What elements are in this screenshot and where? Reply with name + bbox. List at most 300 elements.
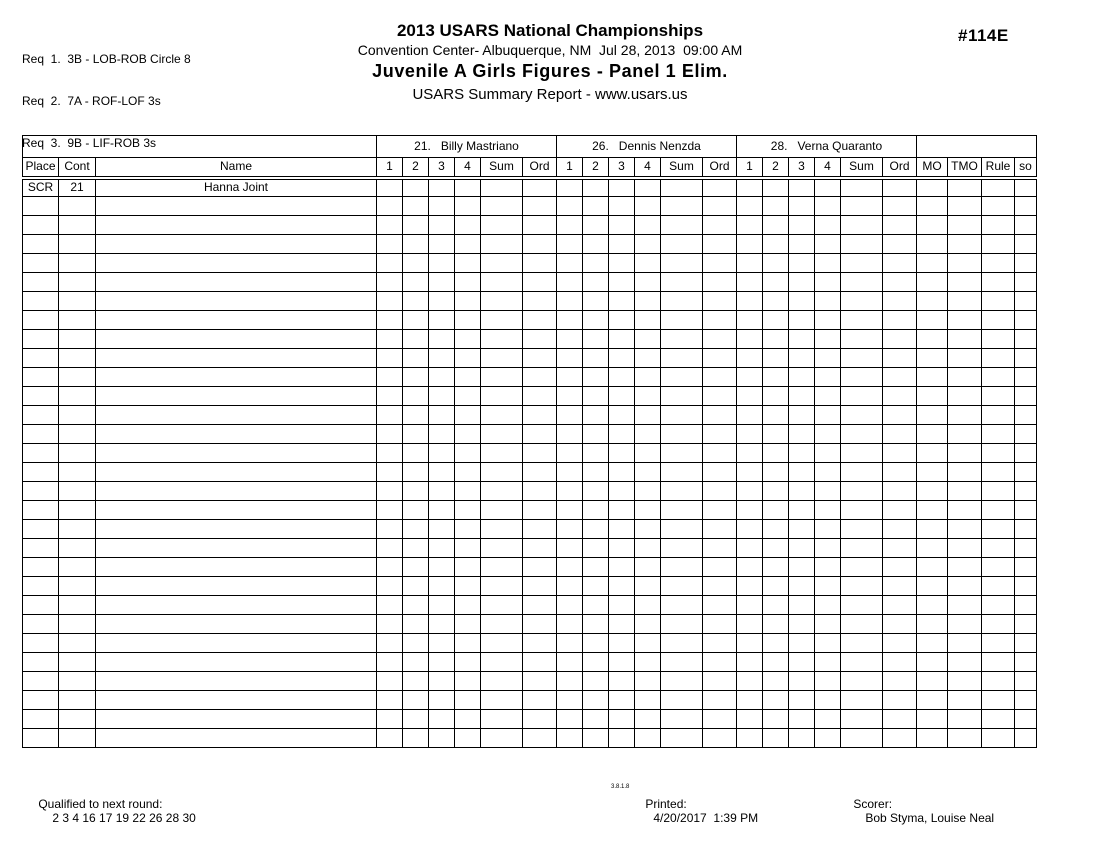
score-cell <box>429 425 455 444</box>
score-cell <box>789 406 815 425</box>
rule-cell <box>982 387 1015 406</box>
rule-cell <box>982 178 1015 197</box>
tmo-cell <box>948 596 982 615</box>
score-cell <box>635 216 661 235</box>
col-header-name: Name <box>96 158 377 178</box>
score-cell <box>609 710 635 729</box>
sum-cell <box>661 444 703 463</box>
score-cell <box>635 482 661 501</box>
so-cell <box>1015 330 1037 349</box>
ord-cell <box>703 634 737 653</box>
sum-cell <box>481 387 523 406</box>
score-cell <box>815 558 841 577</box>
score-cell <box>789 672 815 691</box>
score-cell <box>737 539 763 558</box>
ord-cell <box>523 691 557 710</box>
score-cell <box>737 501 763 520</box>
score-cell <box>789 444 815 463</box>
mo-cell <box>917 577 948 596</box>
name-cell <box>96 368 377 387</box>
place-cell <box>23 273 59 292</box>
score-cell <box>583 558 609 577</box>
ord-cell <box>703 425 737 444</box>
score-cell <box>583 615 609 634</box>
sum-cell <box>481 596 523 615</box>
score-cell <box>429 349 455 368</box>
sum-cell <box>481 197 523 216</box>
col-header-judge1-3: 3 <box>429 158 455 178</box>
so-cell <box>1015 292 1037 311</box>
sum-cell <box>481 292 523 311</box>
table-row-2 <box>23 197 1037 216</box>
ord-cell <box>703 653 737 672</box>
score-cell <box>403 710 429 729</box>
score-cell <box>763 691 789 710</box>
ord-cell <box>703 710 737 729</box>
score-cell <box>455 482 481 501</box>
col-header-judge2-4: 4 <box>635 158 661 178</box>
ord-cell <box>523 577 557 596</box>
cont-cell <box>59 311 96 330</box>
so-cell <box>1015 539 1037 558</box>
col-header-judge3-3: 3 <box>789 158 815 178</box>
score-cell <box>815 463 841 482</box>
place-cell <box>23 672 59 691</box>
sum-cell <box>481 330 523 349</box>
score-cell <box>403 501 429 520</box>
sum-cell <box>841 216 883 235</box>
col-header-judge2-2: 2 <box>583 158 609 178</box>
ord-cell <box>703 349 737 368</box>
score-cell <box>763 311 789 330</box>
sum-cell <box>661 710 703 729</box>
tmo-cell <box>948 425 982 444</box>
table-row-16 <box>23 463 1037 482</box>
score-cell <box>583 254 609 273</box>
cont-cell <box>59 691 96 710</box>
score-cell <box>763 273 789 292</box>
sum-cell <box>661 216 703 235</box>
score-cell <box>455 444 481 463</box>
score-cell <box>815 330 841 349</box>
score-cell <box>377 425 403 444</box>
rule-cell <box>982 349 1015 368</box>
score-cell <box>455 178 481 197</box>
sum-cell <box>841 653 883 672</box>
sum-cell <box>841 463 883 482</box>
mo-cell <box>917 672 948 691</box>
ord-cell <box>883 368 917 387</box>
score-cell <box>609 596 635 615</box>
place-cell <box>23 235 59 254</box>
sum-cell <box>661 235 703 254</box>
score-cell <box>557 634 583 653</box>
ord-cell <box>523 273 557 292</box>
tmo-cell <box>948 235 982 254</box>
score-cell <box>789 311 815 330</box>
col-header-tmo: TMO <box>948 158 982 178</box>
score-cell <box>609 482 635 501</box>
score-cell <box>815 178 841 197</box>
score-cell <box>429 653 455 672</box>
ord-cell <box>883 520 917 539</box>
sum-cell <box>661 463 703 482</box>
score-cell <box>377 615 403 634</box>
so-cell <box>1015 349 1037 368</box>
sum-cell <box>661 292 703 311</box>
ord-cell <box>883 216 917 235</box>
score-cell <box>789 710 815 729</box>
so-cell <box>1015 672 1037 691</box>
score-cell <box>815 349 841 368</box>
score-cell <box>429 273 455 292</box>
sum-cell <box>841 710 883 729</box>
cont-cell <box>59 273 96 292</box>
rule-cell <box>982 729 1015 748</box>
score-cell <box>789 197 815 216</box>
sum-cell <box>841 178 883 197</box>
table-row-27 <box>23 672 1037 691</box>
table-row-6 <box>23 273 1037 292</box>
rule-cell <box>982 425 1015 444</box>
name-cell <box>96 558 377 577</box>
score-cell <box>815 729 841 748</box>
score-cell <box>455 634 481 653</box>
sum-cell <box>841 596 883 615</box>
cont-cell <box>59 520 96 539</box>
score-cell <box>455 292 481 311</box>
score-cell <box>455 615 481 634</box>
sum-cell <box>661 330 703 349</box>
score-cell <box>635 254 661 273</box>
sum-cell <box>481 691 523 710</box>
mo-cell <box>917 691 948 710</box>
name-cell <box>96 311 377 330</box>
place-cell <box>23 710 59 729</box>
place-cell <box>23 444 59 463</box>
score-cell <box>557 463 583 482</box>
score-cell <box>557 653 583 672</box>
ord-cell <box>523 501 557 520</box>
rule-cell <box>982 482 1015 501</box>
score-cell <box>789 558 815 577</box>
ord-cell <box>883 406 917 425</box>
score-cell <box>403 577 429 596</box>
tmo-cell <box>948 254 982 273</box>
col-header-judge3-sum: Sum <box>841 158 883 178</box>
score-cell <box>763 463 789 482</box>
name-cell <box>96 235 377 254</box>
score-cell <box>583 235 609 254</box>
score-cell <box>403 729 429 748</box>
score-cell <box>737 710 763 729</box>
score-cell <box>403 330 429 349</box>
score-cell <box>583 482 609 501</box>
ord-cell <box>883 349 917 368</box>
score-cell <box>377 691 403 710</box>
ord-cell <box>523 235 557 254</box>
so-cell <box>1015 653 1037 672</box>
score-cell <box>377 729 403 748</box>
venue-date-line: Convention Center- Albuquerque, NM Jul 28, 2013 09:00 AM <box>357 42 743 58</box>
table-row-25 <box>23 634 1037 653</box>
score-cell <box>455 539 481 558</box>
score-cell <box>429 558 455 577</box>
score-cell <box>377 444 403 463</box>
col-header-mo: MO <box>917 158 948 178</box>
sum-cell <box>661 482 703 501</box>
rule-cell <box>982 311 1015 330</box>
score-cell <box>815 634 841 653</box>
ord-cell <box>883 178 917 197</box>
table-row-17 <box>23 482 1037 501</box>
ord-cell <box>703 729 737 748</box>
score-cell <box>429 501 455 520</box>
score-cell <box>737 634 763 653</box>
rule-cell <box>982 558 1015 577</box>
ord-cell <box>703 444 737 463</box>
score-cell <box>557 292 583 311</box>
requirement-line-2: Req 2. 7A - ROF-LOF 3s <box>22 94 161 108</box>
score-cell <box>377 653 403 672</box>
tmo-cell <box>948 178 982 197</box>
score-cell <box>737 729 763 748</box>
rule-cell <box>982 596 1015 615</box>
so-cell <box>1015 596 1037 615</box>
score-cell <box>635 349 661 368</box>
ord-cell <box>703 615 737 634</box>
score-cell <box>609 387 635 406</box>
score-cell <box>557 235 583 254</box>
sum-cell <box>841 729 883 748</box>
mo-cell <box>917 273 948 292</box>
score-cell <box>789 330 815 349</box>
sum-cell <box>661 615 703 634</box>
sum-cell <box>841 368 883 387</box>
rule-cell <box>982 197 1015 216</box>
sum-cell <box>661 368 703 387</box>
sum-cell <box>661 501 703 520</box>
score-cell <box>635 615 661 634</box>
tmo-cell <box>948 539 982 558</box>
scorer-label: Scorer: <box>853 797 893 811</box>
score-cell <box>583 330 609 349</box>
ord-cell <box>883 482 917 501</box>
so-cell <box>1015 501 1037 520</box>
score-cell <box>815 520 841 539</box>
score-cell <box>583 539 609 558</box>
col-header-judge2-3: 3 <box>609 158 635 178</box>
col-header-judge1-ord: Ord <box>523 158 557 178</box>
score-cell <box>815 292 841 311</box>
score-cell <box>815 368 841 387</box>
score-cell <box>815 235 841 254</box>
score-cell <box>789 596 815 615</box>
score-cell <box>789 482 815 501</box>
sum-cell <box>661 349 703 368</box>
score-cell <box>609 539 635 558</box>
ord-cell <box>703 539 737 558</box>
score-cell <box>609 615 635 634</box>
score-cell <box>789 178 815 197</box>
score-cell <box>609 178 635 197</box>
sum-cell <box>841 273 883 292</box>
sum-cell <box>841 197 883 216</box>
score-cell <box>429 311 455 330</box>
ord-cell <box>523 311 557 330</box>
name-cell <box>96 539 377 558</box>
requirement-line-1: Req 1. 3B - LOB-ROB Circle 8 <box>22 52 191 66</box>
score-cell <box>557 216 583 235</box>
so-cell <box>1015 254 1037 273</box>
cont-cell <box>59 197 96 216</box>
sum-cell <box>481 273 523 292</box>
score-cell <box>455 197 481 216</box>
score-cell <box>583 520 609 539</box>
table-row-24 <box>23 615 1037 634</box>
score-cell <box>789 653 815 672</box>
score-cell <box>763 197 789 216</box>
score-cell <box>635 292 661 311</box>
mo-cell <box>917 349 948 368</box>
table-row-15 <box>23 444 1037 463</box>
score-cell <box>737 577 763 596</box>
mo-cell <box>917 634 948 653</box>
score-cell <box>763 330 789 349</box>
score-cell <box>815 197 841 216</box>
sum-cell <box>661 596 703 615</box>
ord-cell <box>703 216 737 235</box>
score-cell <box>609 672 635 691</box>
cont-cell <box>59 501 96 520</box>
sum-cell <box>841 634 883 653</box>
score-cell <box>583 672 609 691</box>
name-cell <box>96 710 377 729</box>
so-cell <box>1015 710 1037 729</box>
score-cell <box>403 216 429 235</box>
ord-cell <box>703 387 737 406</box>
sum-cell <box>661 311 703 330</box>
place-cell <box>23 292 59 311</box>
score-cell <box>429 197 455 216</box>
ord-cell <box>883 710 917 729</box>
printed-value: 4/20/2017 1:39 PM <box>653 811 759 825</box>
sum-cell <box>481 558 523 577</box>
score-cell <box>609 444 635 463</box>
score-cell <box>583 197 609 216</box>
score-cell <box>737 330 763 349</box>
ord-cell <box>883 311 917 330</box>
score-cell <box>635 406 661 425</box>
tmo-cell <box>948 482 982 501</box>
so-cell <box>1015 197 1037 216</box>
score-cell <box>635 273 661 292</box>
requirement-line-3: Req 3. 9B - LIF-ROB 3s <box>22 136 157 150</box>
score-cell <box>455 710 481 729</box>
so-cell <box>1015 558 1037 577</box>
score-cell <box>789 273 815 292</box>
sum-cell <box>481 368 523 387</box>
score-cell <box>455 330 481 349</box>
ord-cell <box>883 672 917 691</box>
score-cell <box>789 520 815 539</box>
place-cell <box>23 216 59 235</box>
score-cell <box>377 710 403 729</box>
so-cell <box>1015 444 1037 463</box>
ord-cell <box>703 254 737 273</box>
score-cell <box>763 349 789 368</box>
ord-cell <box>883 634 917 653</box>
sum-cell <box>841 235 883 254</box>
so-cell <box>1015 463 1037 482</box>
name-cell <box>96 406 377 425</box>
score-cell <box>737 273 763 292</box>
cont-cell <box>59 387 96 406</box>
score-cell <box>429 235 455 254</box>
cont-cell <box>59 292 96 311</box>
tmo-cell <box>948 197 982 216</box>
score-cell <box>635 634 661 653</box>
col-header-judge1-sum: Sum <box>481 158 523 178</box>
score-cell <box>455 216 481 235</box>
score-cell <box>789 368 815 387</box>
sum-cell <box>661 634 703 653</box>
score-cell <box>455 368 481 387</box>
score-cell <box>377 273 403 292</box>
ord-cell <box>523 178 557 197</box>
score-cell <box>429 672 455 691</box>
ord-cell <box>883 539 917 558</box>
sum-cell <box>481 577 523 596</box>
cont-cell <box>59 577 96 596</box>
table-row-18 <box>23 501 1037 520</box>
score-cell <box>377 216 403 235</box>
score-cell <box>789 501 815 520</box>
score-cell <box>429 482 455 501</box>
mo-cell <box>917 406 948 425</box>
name-cell <box>96 653 377 672</box>
rule-cell <box>982 539 1015 558</box>
report-type-line: USARS Summary Report - www.usars.us <box>412 86 688 103</box>
rule-cell <box>982 615 1015 634</box>
score-cell <box>429 596 455 615</box>
score-cell <box>377 463 403 482</box>
score-cell <box>429 615 455 634</box>
score-cell <box>763 653 789 672</box>
ord-cell <box>523 729 557 748</box>
score-cell <box>377 520 403 539</box>
name-cell <box>96 577 377 596</box>
score-cell <box>583 406 609 425</box>
mo-cell <box>917 501 948 520</box>
so-cell <box>1015 482 1037 501</box>
score-cell <box>403 463 429 482</box>
ord-cell <box>703 273 737 292</box>
score-cell <box>403 444 429 463</box>
score-cell <box>429 254 455 273</box>
name-cell <box>96 672 377 691</box>
sum-cell <box>841 577 883 596</box>
score-cell <box>635 387 661 406</box>
score-cell <box>429 691 455 710</box>
score-cell <box>429 292 455 311</box>
so-cell <box>1015 273 1037 292</box>
score-cell <box>635 425 661 444</box>
sum-cell <box>481 729 523 748</box>
score-cell <box>763 254 789 273</box>
ord-cell <box>523 216 557 235</box>
so-cell <box>1015 615 1037 634</box>
